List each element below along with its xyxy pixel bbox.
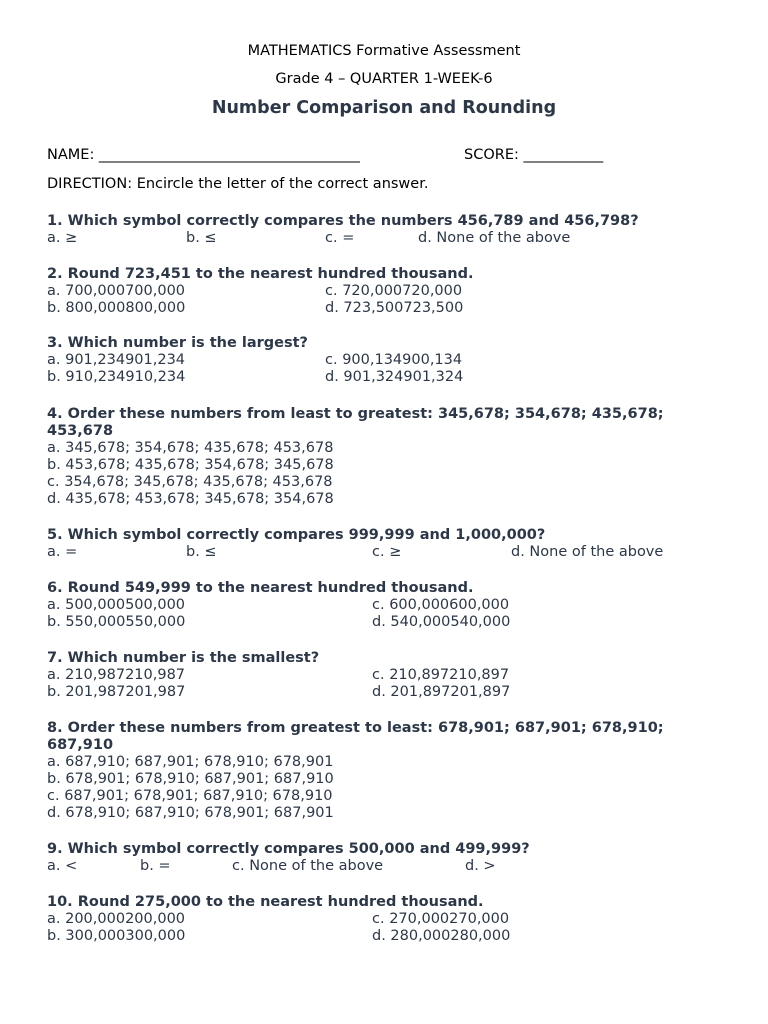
name-field: NAME: ____________________________________ <box>47 147 360 163</box>
question-7: 7. Which number is the smallest? <box>47 650 320 666</box>
question-1: 1. Which symbol correctly compares the numbers 456,789 and 456,798? <box>47 213 639 229</box>
question-9-option-b: b. = <box>140 858 171 874</box>
question-5-option-a: a. = <box>47 544 78 560</box>
question-1-option-c: c. = <box>325 230 355 246</box>
question-9: 9. Which symbol correctly compares 500,000 and 499,999? <box>47 841 530 857</box>
question-4-option-b: b. 453,678; 435,678; 354,678; 345,678 <box>47 457 334 473</box>
question-3: 3. Which number is the largest? <box>47 335 308 351</box>
question-2-option-c: c. 720,000720,000 <box>325 283 463 299</box>
direction-text: DIRECTION: Encircle the letter of the correct answer. <box>47 176 429 192</box>
question-3-option-a: a. 901,234901,234 <box>47 352 186 368</box>
grade-heading: Grade 4 – QUARTER 1-WEEK-6 <box>275 71 493 87</box>
question-8-option-c: c. 687,901; 678,901; 687,910; 678,910 <box>47 788 333 804</box>
question-4: 4. Order these numbers from least to greatest: 345,678; 354,678; 435,678; 453,678 <box>47 406 664 439</box>
question-1-option-a: a. ≥ <box>47 230 78 246</box>
worksheet-title: Number Comparison and Rounding <box>211 98 557 118</box>
question-2: 2. Round 723,451 to the nearest hundred thousand. <box>47 266 474 282</box>
question-9-option-a: a. < <box>47 858 78 874</box>
question-5-option-b: b. ≤ <box>186 544 217 560</box>
question-2-option-b: b. 800,000800,000 <box>47 300 186 316</box>
question-7-option-c: c. 210,897210,897 <box>372 667 510 683</box>
question-10-option-c: c. 270,000270,000 <box>372 911 510 927</box>
question-3-option-c: c. 900,134900,134 <box>325 352 463 368</box>
question-9-option-c: c. None of the above <box>232 858 384 874</box>
question-8: 8. Order these numbers from greatest to least: 678,901; 687,901; 678,910; 687,910 <box>47 720 664 753</box>
question-5: 5. Which symbol correctly compares 999,999 and 1,000,000? <box>47 527 546 543</box>
question-10-option-d: d. 280,000280,000 <box>372 928 511 944</box>
question-9-option-d: d. > <box>465 858 496 874</box>
question-10-option-b: b. 300,000300,000 <box>47 928 186 944</box>
question-3-option-b: b. 910,234910,234 <box>47 369 186 385</box>
question-8-option-a: a. 687,910; 687,901; 678,910; 678,901 <box>47 754 334 770</box>
question-6-option-c: c. 600,000600,000 <box>372 597 510 613</box>
question-1-option-d: d. None of the above <box>418 230 571 246</box>
question-4-option-d: d. 435,678; 453,678; 345,678; 354,678 <box>47 491 334 507</box>
question-6: 6. Round 549,999 to the nearest hundred thousand. <box>47 580 474 596</box>
question-5-option-c: c. ≥ <box>372 544 402 560</box>
question-10-option-a: a. 200,000200,000 <box>47 911 186 927</box>
question-7-option-d: d. 201,897201,897 <box>372 684 511 700</box>
question-2-option-d: d. 723,500723,500 <box>325 300 464 316</box>
question-4-option-c: c. 354,678; 345,678; 435,678; 453,678 <box>47 474 333 490</box>
subject-heading: MATHEMATICS Formative Assessment <box>247 43 521 59</box>
question-6-option-d: d. 540,000540,000 <box>372 614 511 630</box>
question-4-option-a: a. 345,678; 354,678; 435,678; 453,678 <box>47 440 334 456</box>
question-6-option-b: b. 550,000550,000 <box>47 614 186 630</box>
score-field: SCORE: ___________ <box>464 147 604 163</box>
question-8-option-b: b. 678,901; 678,910; 687,901; 687,910 <box>47 771 334 787</box>
question-6-option-a: a. 500,000500,000 <box>47 597 186 613</box>
question-8-option-d: d. 678,910; 687,910; 678,901; 687,901 <box>47 805 334 821</box>
question-7-option-b: b. 201,987201,987 <box>47 684 186 700</box>
question-2-option-a: a. 700,000700,000 <box>47 283 186 299</box>
question-3-option-d: d. 901,324901,324 <box>325 369 464 385</box>
question-5-option-d: d. None of the above <box>511 544 664 560</box>
question-7-option-a: a. 210,987210,987 <box>47 667 186 683</box>
question-10: 10. Round 275,000 to the nearest hundred thousand. <box>47 894 484 910</box>
question-1-option-b: b. ≤ <box>186 230 217 246</box>
